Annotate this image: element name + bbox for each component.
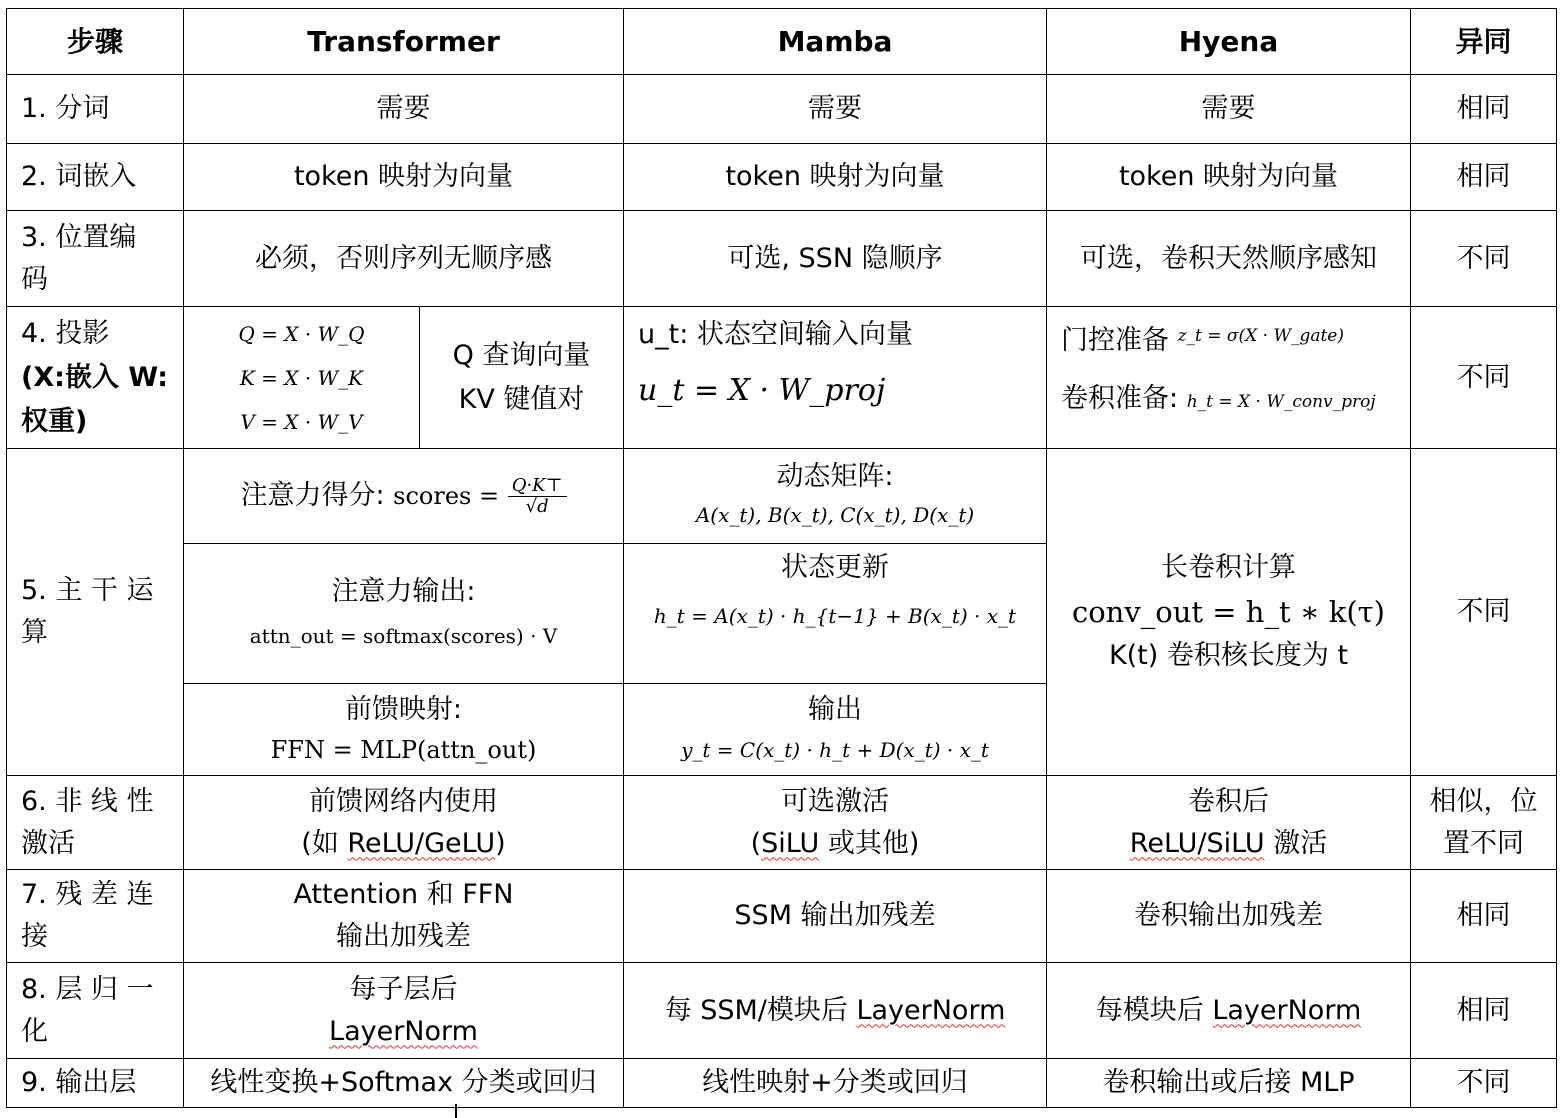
transformer-desc-cell	[420, 307, 624, 449]
mamba-cell: 线性映射+分类或回归	[624, 1059, 1047, 1108]
k-formula: K = X · W_K	[239, 365, 364, 390]
mamba-cell: SSM 输出加残差	[624, 870, 1047, 963]
transformer-cell: 线性变换+Softmax 分类或回归	[184, 1059, 624, 1108]
attention-output-label: 注意力输出:	[331, 575, 476, 607]
text-cursor	[455, 1104, 457, 1118]
kernel-note: K(t) 卷积核长度为 t	[1108, 640, 1349, 671]
step-line: 算	[21, 617, 48, 648]
text-segment: LayerNorm	[1212, 994, 1362, 1026]
step-line: 激活	[21, 827, 75, 859]
header-hyena: Hyena	[1047, 9, 1411, 75]
text-segment: 或其他)	[819, 827, 920, 859]
step-cell	[7, 211, 184, 307]
q-formula: Q = X · W_Q	[238, 321, 365, 346]
state-update-formula: h_t = A(x_t) · h_{t−1} + B(x_t) · x_t	[653, 604, 1017, 628]
header-mamba: Mamba	[624, 9, 1047, 75]
diff-line: 置不同	[1443, 827, 1524, 859]
hyena-cell: 卷积输出或后接 MLP	[1047, 1059, 1411, 1108]
header-diff: 异同	[1411, 9, 1557, 75]
diff-cell: 不同	[1411, 449, 1557, 776]
hyena-line-2	[1061, 370, 1402, 431]
attention-output-formula: attn_out = softmax(scores) · V	[249, 623, 558, 648]
scores-denominator: √d	[525, 496, 549, 517]
table-row	[7, 211, 1557, 307]
step-cell	[7, 307, 184, 449]
mamba-line-1: 可选激活	[781, 785, 889, 817]
step-line: 7. 残 差 连	[21, 879, 154, 910]
long-conv-label: 长卷积计算	[1161, 552, 1296, 583]
hyena-cell: 可选，卷积天然顺序感知	[1047, 211, 1411, 307]
transformer-cell	[184, 870, 624, 963]
mamba-cell	[624, 963, 1047, 1059]
hyena-cell: 需要	[1047, 75, 1411, 144]
text-segment: SiLU	[761, 827, 820, 859]
step-line: 化	[21, 1015, 48, 1047]
table-row	[7, 963, 1557, 1059]
hyena-cell: 卷积输出加残差	[1047, 870, 1411, 963]
hyena-label-1: 门控准备	[1061, 325, 1169, 356]
transformer-line-1: 每子层后	[349, 973, 458, 1005]
q-desc: Q 查询向量	[452, 339, 591, 371]
step-line: (X:嵌入 W:	[21, 361, 169, 393]
step-line: 6. 非 线 性	[21, 785, 154, 817]
transformer-cell: 需要	[184, 75, 624, 144]
transformer-cell: 必须，否则序列无顺序感	[184, 211, 624, 307]
hyena-formula-2: h_t = X · W_conv_proj	[1186, 392, 1376, 412]
step-line: 3. 位置编	[21, 221, 137, 253]
hyena-cell: token 映射为向量	[1047, 144, 1411, 211]
comparison-table	[6, 8, 1557, 1108]
attention-output-cell	[184, 544, 624, 684]
text-segment: (如	[301, 827, 348, 859]
step-line: 8. 层 归 一	[21, 973, 154, 1005]
text-segment: ReLU/GeLU	[347, 827, 496, 859]
mamba-cell: 需要	[624, 75, 1047, 144]
step-line: 5. 主 干 运	[21, 575, 154, 606]
header-row	[7, 9, 1557, 75]
attention-score-cell	[184, 449, 624, 544]
table-row	[7, 144, 1557, 211]
table-row	[7, 449, 1557, 544]
scores-fraction	[508, 476, 567, 517]
step-cell	[7, 963, 184, 1059]
transformer-line-1: 前馈网络内使用	[309, 785, 498, 817]
attention-score-label: 注意力得分:	[240, 480, 385, 511]
diff-line: 相似，位	[1429, 785, 1538, 817]
text-segment: 激活	[1264, 827, 1328, 859]
step-cell	[7, 449, 184, 776]
diff-cell: 相同	[1411, 75, 1557, 144]
hyena-cell	[1047, 776, 1411, 870]
text-segment: )	[495, 827, 506, 859]
transformer-formula-cell	[184, 307, 420, 449]
hyena-conv-cell	[1047, 449, 1411, 776]
text-segment: LayerNorm	[856, 994, 1006, 1026]
ffn-formula: FFN = MLP(attn_out)	[270, 735, 537, 764]
mamba-output-cell	[624, 684, 1047, 776]
text-segment: 每 SSM/模块后	[664, 994, 857, 1026]
mamba-cell	[624, 307, 1047, 449]
mamba-state-cell	[624, 544, 1047, 684]
hyena-line-2	[1055, 823, 1402, 865]
step-cell: 1. 分词	[7, 75, 184, 144]
step-line: 码	[21, 263, 48, 295]
scores-lhs: scores =	[393, 482, 500, 510]
header-step: 步骤	[7, 9, 184, 75]
mamba-cell: 可选, SSN 隐顺序	[624, 211, 1047, 307]
hyena-line-1: 卷积后	[1188, 785, 1269, 817]
table-row	[7, 307, 1557, 449]
header-transformer: Transformer	[184, 9, 624, 75]
table-row	[7, 870, 1557, 963]
step-cell: 2. 词嵌入	[7, 144, 184, 211]
transformer-line-2	[192, 823, 615, 865]
dynamic-matrix-label: 动态矩阵:	[776, 461, 894, 492]
mamba-label: u_t: 状态空间输入向量	[638, 319, 913, 350]
output-formula: y_t = C(x_t) · h_t + D(x_t) · x_t	[681, 737, 989, 762]
mamba-line-2	[632, 823, 1038, 865]
diff-cell: 不同	[1411, 1059, 1557, 1108]
hyena-formula-1: z_t = σ(X · W_gate)	[1177, 326, 1344, 346]
diff-cell: 相同	[1411, 870, 1557, 963]
mamba-dynamic-cell	[624, 449, 1047, 544]
hyena-cell	[1047, 307, 1411, 449]
diff-cell	[1411, 776, 1557, 870]
transformer-line-2: LayerNorm	[329, 1015, 478, 1047]
scores-numerator: Q·K⊤	[508, 476, 567, 497]
state-update-label: 状态更新	[781, 552, 889, 583]
step-line: 权重)	[21, 405, 88, 437]
diff-cell: 不同	[1411, 211, 1557, 307]
transformer-line-2: 输出加残差	[336, 921, 471, 952]
ffn-label: 前馈映射:	[344, 693, 463, 725]
text-segment: (	[750, 827, 762, 859]
hyena-line-1	[1061, 307, 1402, 370]
text-segment: 每模块后	[1095, 994, 1213, 1026]
step-line: 接	[21, 921, 48, 952]
conv-formula: conv_out = h_t ∗ k(τ)	[1071, 595, 1385, 629]
transformer-cell	[184, 963, 624, 1059]
table-row	[7, 75, 1557, 144]
step-cell	[7, 776, 184, 870]
diff-cell: 相同	[1411, 963, 1557, 1059]
ffn-cell	[184, 684, 624, 776]
step-line: 4. 投影	[21, 317, 110, 349]
hyena-cell	[1047, 963, 1411, 1059]
text-segment: ReLU/SiLU	[1129, 827, 1265, 859]
diff-cell: 不同	[1411, 307, 1557, 449]
step-cell: 9. 输出层	[7, 1059, 184, 1108]
hyena-label-2: 卷积准备:	[1061, 383, 1179, 414]
dynamic-matrix-formula: A(x_t), B(x_t), C(x_t), D(x_t)	[695, 503, 975, 527]
table-row	[7, 776, 1557, 870]
v-formula: V = X · W_V	[240, 409, 363, 434]
kv-desc: KV 键值对	[458, 383, 585, 415]
transformer-line-1: Attention 和 FFN	[293, 879, 514, 910]
diff-cell: 相同	[1411, 144, 1557, 211]
output-label: 输出	[808, 693, 862, 725]
transformer-cell	[184, 776, 624, 870]
mamba-cell: token 映射为向量	[624, 144, 1047, 211]
mamba-formula: u_t = X · W_proj	[638, 373, 886, 408]
step-cell	[7, 870, 184, 963]
table-row	[7, 1059, 1557, 1108]
mamba-cell	[624, 776, 1047, 870]
transformer-cell: token 映射为向量	[184, 144, 624, 211]
